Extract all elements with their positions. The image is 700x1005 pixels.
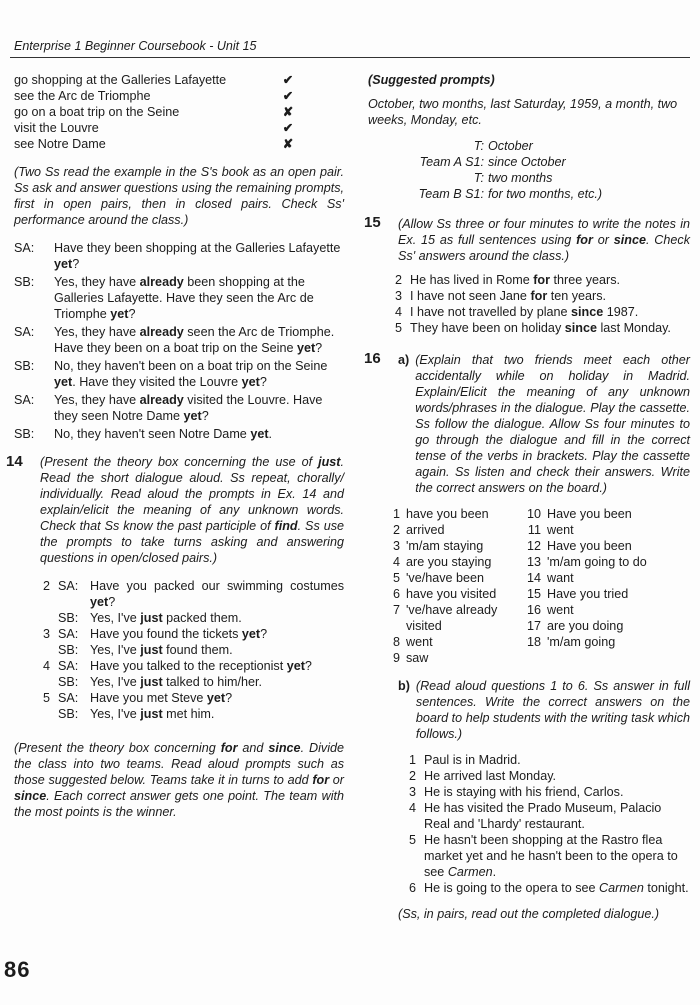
item-number: 7 bbox=[392, 603, 400, 617]
item-number: 5 bbox=[42, 691, 50, 705]
dialogue-line bbox=[14, 324, 344, 356]
line-text: Have you packed our swimming costumes yet? bbox=[90, 579, 344, 609]
prompt-row bbox=[358, 154, 690, 170]
line-text: He is going to the opera to see Carmen tonight. bbox=[424, 881, 689, 895]
line-text: Yes, they have already visited the Louvre. Have they seen Notre Dame yet? bbox=[54, 393, 323, 423]
line-text: Yes, I've just met him. bbox=[90, 707, 215, 721]
answer-text: Have you been bbox=[547, 539, 632, 553]
answer-line bbox=[384, 320, 690, 336]
item-number bbox=[34, 706, 58, 722]
item-number bbox=[34, 674, 58, 690]
answer-text: want bbox=[547, 571, 574, 585]
item-number: 6 bbox=[408, 881, 416, 895]
answer-item bbox=[519, 634, 679, 650]
exercise-15-instruction: (Allow Ss three or four minutes to write the notes in Ex. 15 as full sentences using for or since. Check Ss' answers around the class.) bbox=[398, 217, 690, 263]
speaker: SB: bbox=[58, 675, 79, 689]
item-number bbox=[34, 642, 58, 658]
checklist bbox=[14, 72, 344, 152]
line-text: He has lived in Rome for three years. bbox=[410, 273, 620, 287]
prompt-table bbox=[358, 138, 690, 202]
answer-text: went bbox=[547, 523, 574, 537]
line-text: I have not seen Jane for ten years. bbox=[410, 289, 607, 303]
answer-line bbox=[34, 642, 344, 658]
answer-text: arrived bbox=[406, 523, 445, 537]
line-text: Have you found the tickets yet? bbox=[90, 627, 268, 641]
closing-instruction: (Ss, in pairs, read out the completed dialogue.) bbox=[398, 907, 660, 921]
dialogue-line bbox=[14, 240, 344, 272]
checklist-text: go shopping at the Galleries Lafayette bbox=[14, 73, 227, 87]
item-number: 3 bbox=[408, 785, 416, 799]
item-number: 17 bbox=[526, 619, 541, 633]
check-icon: ✔ bbox=[282, 121, 294, 135]
speaker: SA: bbox=[14, 325, 35, 339]
line-text: Yes, they have already been shopping at the Galleries Lafayette. Have they seen the Arc de Triomphe yet? bbox=[54, 275, 314, 321]
item-number: 16 bbox=[526, 603, 541, 617]
item-number: 4 bbox=[394, 305, 402, 319]
line-text: They have been on holiday since last Monday. bbox=[410, 321, 671, 335]
answer-text: went bbox=[547, 603, 574, 617]
line-text: Yes, I've just packed them. bbox=[90, 611, 242, 625]
answer-text: went bbox=[406, 635, 433, 649]
check-icon: ✔ bbox=[282, 73, 294, 87]
line-text: No, they haven't been on a boat trip on the Seine yet. Have they visited the Louvre yet? bbox=[54, 359, 328, 389]
answer-text: 've/have already visited bbox=[406, 603, 498, 633]
item-number: 11 bbox=[527, 523, 541, 537]
prompt-speaker: Team A S1: bbox=[419, 155, 484, 169]
speaker: SB: bbox=[58, 643, 79, 657]
part-label: b) bbox=[398, 679, 410, 693]
suggested-prompts-title: (Suggested prompts) bbox=[368, 73, 495, 87]
answers-column-1 bbox=[384, 506, 519, 666]
line-text: He hasn't been shopping at the Rastro flea market yet and he hasn't been to the opera to see Carmen. bbox=[424, 833, 678, 879]
dialogue-13 bbox=[14, 240, 344, 442]
item-number: 18 bbox=[526, 635, 541, 649]
answer-item bbox=[519, 618, 679, 634]
answer-line bbox=[34, 610, 344, 626]
answer-text: 'm/am going bbox=[547, 635, 616, 649]
answer-line bbox=[384, 304, 690, 320]
speaker: SB: bbox=[14, 427, 35, 441]
right-column bbox=[364, 72, 690, 922]
item-number: 5 bbox=[394, 321, 402, 335]
suggested-prompts-text: October, two months, last Saturday, 1959, a month, two weeks, Monday, etc. bbox=[368, 97, 678, 127]
instruction-for-since: (Present the theory box concerning for and since. Divide the class into two teams. Read aloud prompts such as those suggested below. Teams take it in turns to add for or since. Each correct answer gets one point. The team with the most points is the winner. bbox=[14, 741, 345, 819]
answer-text: Have you tried bbox=[547, 587, 629, 601]
speaker: SA: bbox=[58, 659, 79, 673]
answer-item bbox=[384, 522, 519, 538]
line-text: No, they haven't seen Notre Dame yet. bbox=[54, 427, 273, 441]
cross-icon: ✘ bbox=[282, 137, 294, 151]
answer-line bbox=[384, 272, 690, 288]
answer-item bbox=[384, 650, 519, 666]
answer-item bbox=[384, 586, 519, 602]
item-number: 5 bbox=[392, 571, 400, 585]
item-number: 4 bbox=[42, 659, 50, 673]
answer-text: 've/have been bbox=[406, 571, 485, 585]
answer-item bbox=[519, 522, 679, 538]
answer-line bbox=[398, 832, 690, 880]
prompt-row bbox=[358, 138, 690, 154]
line-text: I have not travelled by plane since 1987. bbox=[410, 305, 639, 319]
answer-line bbox=[398, 768, 690, 784]
item-number: 2 bbox=[394, 273, 402, 287]
speaker: SA: bbox=[58, 627, 79, 641]
checklist-row bbox=[14, 136, 344, 152]
answer-text: are you doing bbox=[547, 619, 624, 633]
prompt-row bbox=[358, 170, 690, 186]
item-number: 2 bbox=[392, 523, 400, 537]
answer-line bbox=[384, 288, 690, 304]
exercise-16b bbox=[398, 678, 690, 742]
checklist-row bbox=[14, 120, 344, 136]
prompt-row bbox=[358, 186, 690, 202]
checklist-row bbox=[14, 88, 344, 104]
line-text: Yes, I've just found them. bbox=[90, 643, 233, 657]
exercise-14-instruction: (Present the theory box concerning the use of just. Read the short dialogue aloud. Ss repeat, chorally/ individually. Read aloud the prompts in Ex. 14 and explain/elicit the meaning of any unknown words. Check that Ss know the past participle of find. Ss use the prompts to take turns asking and answering questions in open/closed pairs.) bbox=[40, 455, 345, 565]
line-text: He has visited the Prado Museum, Palacio Real and 'Lhardy' restaurant. bbox=[424, 801, 662, 831]
dialogue-line bbox=[14, 426, 344, 442]
item-number: 12 bbox=[526, 539, 541, 553]
item-number: 14 bbox=[526, 571, 541, 585]
prompt-speaker: Team B S1: bbox=[418, 187, 484, 201]
prompt-value: since October bbox=[488, 155, 566, 169]
checklist-text: visit the Louvre bbox=[14, 121, 99, 135]
exercise-16b-answers bbox=[398, 752, 690, 896]
instruction-open-pairs: (Two Ss read the example in the S's book as an open pair. Ss ask and answer questions using the remaining prompts, first in open pairs, then in closed pairs. Check Ss' performance around the class.) bbox=[14, 165, 344, 227]
exercise-number: 15 bbox=[364, 214, 381, 231]
answer-item bbox=[519, 506, 679, 522]
speaker: SA: bbox=[14, 393, 35, 407]
left-column bbox=[6, 72, 345, 820]
check-icon: ✔ bbox=[282, 89, 294, 103]
page-header: Enterprise 1 Beginner Coursebook - Unit 15 bbox=[14, 39, 257, 53]
answer-item bbox=[384, 634, 519, 650]
answer-text: 'm/am staying bbox=[406, 539, 484, 553]
exercise-16b-instruction: (Read aloud questions 1 to 6. Ss answer in full sentences. Write the correct answers on the board to help students with the writing task which follows.) bbox=[415, 679, 690, 741]
item-number: 15 bbox=[526, 587, 541, 601]
answer-line bbox=[34, 690, 344, 706]
line-text: He is staying with his friend, Carlos. bbox=[424, 785, 624, 799]
item-number: 1 bbox=[408, 753, 416, 767]
answer-text: 'm/am going to do bbox=[547, 555, 647, 569]
cross-icon: ✘ bbox=[282, 105, 294, 119]
answer-line bbox=[34, 658, 344, 674]
answer-text: Have you been bbox=[547, 507, 632, 521]
answer-item bbox=[519, 586, 679, 602]
item-number: 6 bbox=[392, 587, 400, 601]
item-number: 8 bbox=[392, 635, 400, 649]
speaker: SA: bbox=[58, 579, 79, 593]
line-text: Have you met Steve yet? bbox=[90, 691, 233, 705]
exercise-16a bbox=[398, 352, 690, 496]
answer-line bbox=[398, 752, 690, 768]
exercise-16a-answers bbox=[384, 506, 690, 666]
prompt-speaker: T: bbox=[473, 171, 484, 185]
checklist-row bbox=[14, 104, 344, 120]
answer-line bbox=[34, 674, 344, 690]
prompt-value: for two months, etc.) bbox=[488, 187, 603, 201]
speaker: SB: bbox=[14, 359, 35, 373]
answer-item bbox=[384, 570, 519, 586]
answer-line bbox=[398, 800, 690, 832]
item-number: 2 bbox=[42, 579, 50, 593]
item-number: 3 bbox=[42, 627, 50, 641]
item-number: 10 bbox=[526, 507, 541, 521]
checklist-text: go on a boat trip on the Seine bbox=[14, 105, 180, 119]
prompt-value: October bbox=[488, 139, 533, 153]
item-number: 9 bbox=[392, 651, 400, 665]
dialogue-line bbox=[14, 274, 344, 322]
exercise-14 bbox=[6, 453, 345, 722]
item-number: 1 bbox=[392, 507, 400, 521]
answer-line bbox=[34, 626, 344, 642]
answer-line bbox=[34, 706, 344, 722]
answer-item bbox=[384, 602, 519, 634]
line-text: Yes, they have already seen the Arc de Triomphe. Have they been on a boat trip on the Seine yet? bbox=[54, 325, 335, 355]
answer-line bbox=[398, 784, 690, 800]
page-number: 86 bbox=[4, 957, 31, 982]
part-label: a) bbox=[398, 353, 410, 367]
speaker: SB: bbox=[58, 611, 79, 625]
answers-column-2 bbox=[519, 506, 679, 666]
line-text: Have they been shopping at the Galleries Lafayette yet? bbox=[54, 241, 341, 271]
speaker: SA: bbox=[58, 691, 79, 705]
item-number: 4 bbox=[408, 801, 416, 815]
answer-item bbox=[519, 602, 679, 618]
exercise-16a-instruction: (Explain that two friends meet each other accidentally while on holiday in Madrid. Explain/Elicit the meaning of any unknown words/phrases in the dialogue. Play the cassette. Ss follow the dialogue. Allow Ss four minutes to go through the dialogue and fill in the correct tense of the verbs in brackets. Play the cassette again. Ss listen and check their answers. Write the correct answers on the board.) bbox=[415, 353, 690, 495]
exercise-14-answers bbox=[34, 578, 344, 722]
item-number: 5 bbox=[408, 833, 416, 847]
exercise-16 bbox=[364, 350, 690, 922]
exercise-15 bbox=[364, 214, 690, 336]
dialogue-line bbox=[14, 358, 344, 390]
item-number: 13 bbox=[526, 555, 541, 569]
speaker: SA: bbox=[14, 241, 35, 255]
answer-item bbox=[384, 538, 519, 554]
line-text: Paul is in Madrid. bbox=[424, 753, 521, 767]
answer-item bbox=[384, 506, 519, 522]
answer-item bbox=[384, 554, 519, 570]
answer-item bbox=[519, 538, 679, 554]
answer-line bbox=[34, 578, 344, 610]
line-text: Yes, I've just talked to him/her. bbox=[90, 675, 263, 689]
answer-text: are you staying bbox=[406, 555, 492, 569]
exercise-number: 14 bbox=[6, 453, 23, 470]
prompt-speaker: T: bbox=[473, 139, 484, 153]
item-number: 4 bbox=[392, 555, 400, 569]
answer-text: saw bbox=[406, 651, 429, 665]
checklist-row bbox=[14, 72, 344, 88]
answer-text: have you visited bbox=[406, 587, 497, 601]
item-number: 3 bbox=[394, 289, 402, 303]
prompt-value: two months bbox=[488, 171, 553, 185]
answer-item bbox=[519, 570, 679, 586]
item-number: 2 bbox=[408, 769, 416, 783]
exercise-number: 16 bbox=[364, 350, 381, 367]
item-number bbox=[34, 610, 58, 626]
item-number: 3 bbox=[392, 539, 400, 553]
exercise-15-answers bbox=[384, 272, 690, 336]
line-text: He arrived last Monday. bbox=[424, 769, 557, 783]
line-text: Have you talked to the receptionist yet? bbox=[90, 659, 312, 673]
checklist-text: see the Arc de Triomphe bbox=[14, 89, 151, 103]
answer-item bbox=[519, 554, 679, 570]
checklist-text: see Notre Dame bbox=[14, 137, 106, 151]
answer-line bbox=[398, 880, 690, 896]
speaker: SB: bbox=[14, 275, 35, 289]
dialogue-line bbox=[14, 392, 344, 424]
speaker: SB: bbox=[58, 707, 79, 721]
header-rule bbox=[10, 57, 690, 58]
answer-text: have you been bbox=[406, 507, 489, 521]
